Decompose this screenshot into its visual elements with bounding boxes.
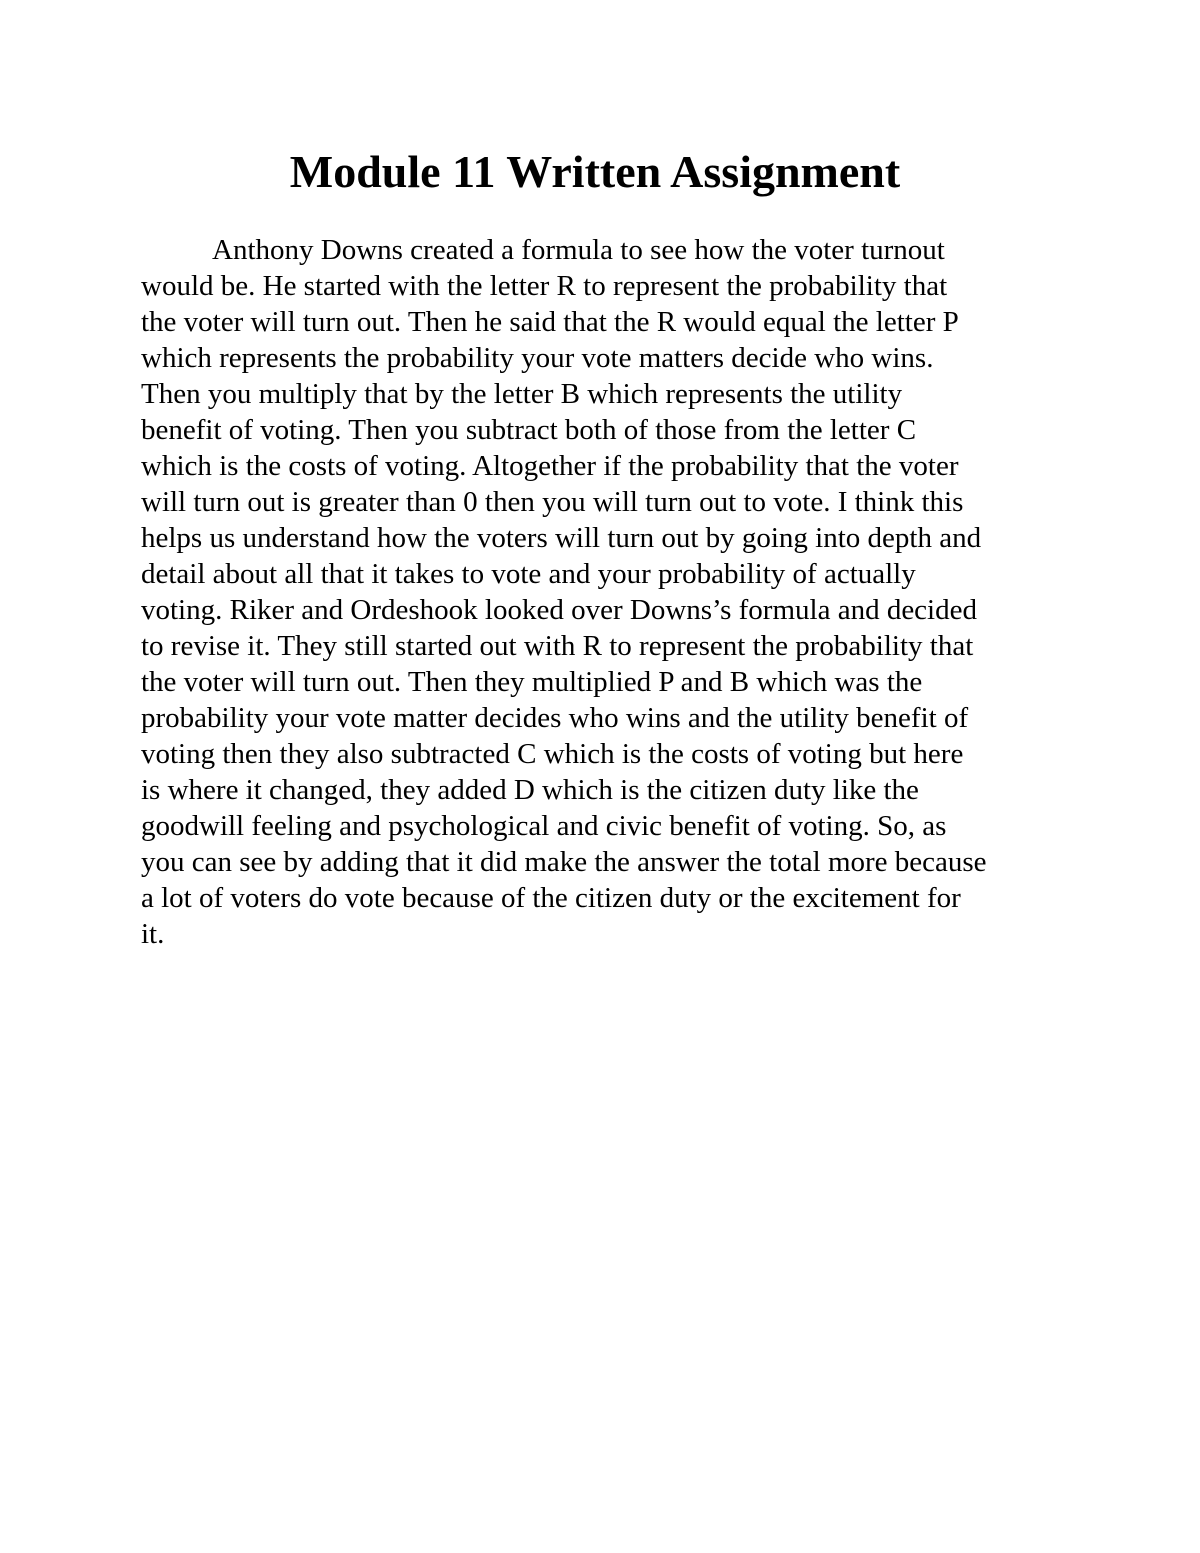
paragraph-line: goodwill feeling and psychological and civic benefit of voting. So, as bbox=[141, 810, 947, 842]
paragraph-line: a lot of voters do vote because of the citizen duty or the excitement for bbox=[141, 882, 961, 914]
paragraph-line: is where it changed, they added D which is the citizen duty like the bbox=[141, 774, 919, 806]
paragraph-line: voting then they also subtracted C which is the costs of voting but here bbox=[141, 738, 964, 770]
paragraph-line: helps us understand how the voters will turn out by going into depth and bbox=[141, 522, 982, 554]
paragraph-line: the voter will turn out. Then he said that the R would equal the letter P bbox=[141, 306, 959, 338]
paragraph-line: Anthony Downs created a formula to see how the voter turnout bbox=[212, 234, 945, 266]
paragraph-line: you can see by adding that it did make the answer the total more because bbox=[141, 846, 987, 878]
paragraph-line: which is the costs of voting. Altogether if the probability that the voter bbox=[141, 450, 959, 482]
paragraph-line: to revise it. They still started out with R to represent the probability that bbox=[141, 630, 974, 662]
paragraph-line: benefit of voting. Then you subtract both of those from the letter C bbox=[141, 414, 917, 446]
paragraph-line: will turn out is greater than 0 then you will turn out to vote. I think this bbox=[141, 486, 964, 518]
body-paragraph bbox=[141, 232, 1081, 952]
paragraph-line: detail about all that it takes to vote and your probability of actually bbox=[141, 558, 916, 590]
paragraph-line: the voter will turn out. Then they multiplied P and B which was the bbox=[141, 666, 923, 698]
paragraph-line: which represents the probability your vote matters decide who wins. bbox=[141, 342, 934, 374]
paragraph-line: probability your vote matter decides who wins and the utility benefit of bbox=[141, 702, 969, 734]
paragraph-line: voting. Riker and Ordeshook looked over Downs’s formula and decided bbox=[141, 594, 977, 626]
document-title: Module 11 Written Assignment bbox=[289, 146, 901, 197]
paragraph-line: would be. He started with the letter R to represent the probability that bbox=[141, 270, 948, 302]
paragraph-line: it. bbox=[141, 918, 165, 950]
paragraph-line: Then you multiply that by the letter B which represents the utility bbox=[141, 378, 903, 410]
